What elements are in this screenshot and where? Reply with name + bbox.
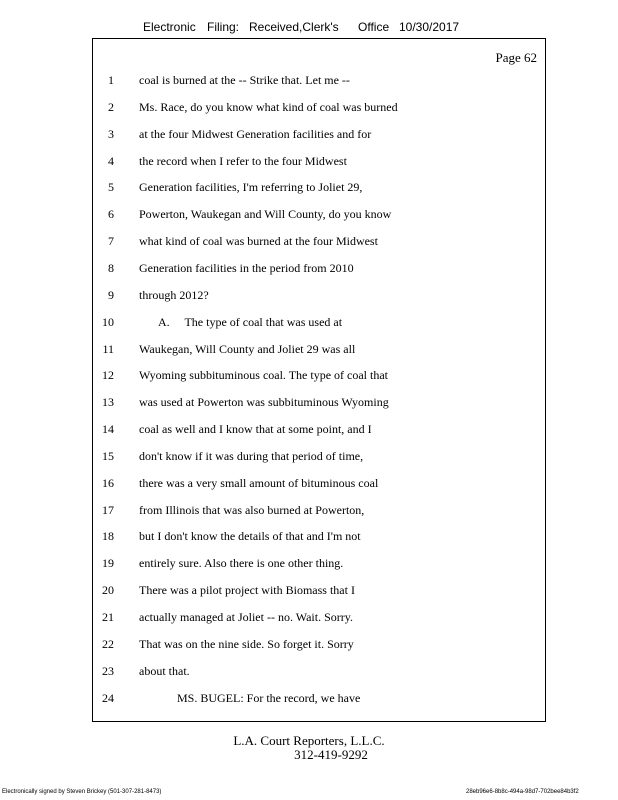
line-number: 15 bbox=[102, 448, 114, 463]
line-number: 11 bbox=[102, 341, 114, 356]
line-number: 24 bbox=[102, 690, 114, 705]
line-text: but I don't know the details of that and I'm not bbox=[139, 529, 361, 544]
line-number: 22 bbox=[102, 636, 114, 651]
line-number: 4 bbox=[108, 153, 114, 168]
line-number: 17 bbox=[102, 502, 114, 517]
line-text: there was a very small amount of bituminous coal bbox=[139, 475, 379, 490]
transcript-line bbox=[0, 261, 618, 279]
line-number: 3 bbox=[108, 126, 114, 141]
line-text: through 2012? bbox=[139, 287, 209, 302]
reporter-phone: 312-419-9292 bbox=[294, 747, 368, 762]
line-text: was used at Powerton was subbituminous Wyoming bbox=[139, 395, 389, 410]
line-text: entirely sure. Also there is one other thing. bbox=[139, 556, 344, 571]
line-number: 18 bbox=[102, 529, 114, 544]
court-reporter-footer bbox=[0, 734, 618, 762]
line-text: from Illinois that was also burned at Powerton, bbox=[139, 502, 365, 517]
filing-header bbox=[0, 20, 618, 36]
header-word-electronic: Electronic bbox=[143, 20, 196, 34]
transcript-line bbox=[0, 529, 618, 547]
page-number: Page 62 bbox=[495, 50, 537, 65]
transcript-line bbox=[0, 180, 618, 198]
line-number: 14 bbox=[102, 422, 114, 437]
header-word-received-clerks: Received,Clerk's bbox=[249, 20, 339, 34]
line-number: 20 bbox=[102, 583, 114, 598]
line-number: 2 bbox=[108, 99, 114, 114]
transcript-line bbox=[0, 422, 618, 440]
line-number: 8 bbox=[108, 260, 114, 275]
line-text: Ms. Race, do you know what kind of coal was burned bbox=[139, 99, 398, 114]
line-text: actually managed at Joliet -- no. Wait. Sorry. bbox=[139, 610, 353, 624]
line-text: about that. bbox=[139, 663, 190, 678]
transcript-line bbox=[0, 127, 618, 145]
transcript-line bbox=[0, 610, 618, 628]
transcript-line bbox=[0, 100, 618, 118]
line-number: 9 bbox=[108, 287, 114, 302]
line-number: 6 bbox=[108, 207, 114, 222]
header-date: 10/30/2017 bbox=[399, 20, 460, 34]
line-text: MS. BUGEL: For the record, we have bbox=[177, 690, 361, 705]
line-number: 23 bbox=[102, 663, 114, 678]
header-word-filing: Filing: bbox=[207, 20, 240, 34]
line-text: what kind of coal was burned at the four Midwest bbox=[139, 234, 378, 249]
signature-left: Electronically signed by Steven Brickey (501-307-281-8473) bbox=[2, 789, 162, 795]
line-text: Wyoming subbituminous coal. The type of coal that bbox=[139, 368, 389, 383]
line-text: A. The type of coal that was used at bbox=[158, 314, 343, 329]
transcript-line bbox=[0, 664, 618, 682]
line-number: 1 bbox=[108, 73, 114, 87]
transcript-line bbox=[0, 476, 618, 494]
line-text: Powerton, Waukegan and Will County, do you know bbox=[139, 207, 392, 222]
transcript-line bbox=[0, 342, 618, 360]
line-number: 5 bbox=[108, 180, 114, 195]
line-text: Generation facilities in the period from 2010 bbox=[139, 260, 354, 275]
transcript-line bbox=[0, 556, 618, 574]
transcript-line bbox=[0, 637, 618, 655]
transcript-line bbox=[0, 207, 618, 225]
line-text: coal is burned at the -- Strike that. Let me -- bbox=[139, 73, 350, 87]
line-text: There was a pilot project with Biomass that I bbox=[139, 583, 355, 598]
line-text: coal as well and I know that at some point, and I bbox=[139, 422, 372, 437]
signature-right: 28eb96e6-8b8c-494a-98d7-702bee84b3f2 bbox=[466, 789, 579, 795]
line-text: the record when I refer to the four Midwest bbox=[139, 153, 347, 168]
reporter-company: L.A. Court Reporters, L.L.C. bbox=[233, 733, 385, 748]
transcript-line bbox=[0, 73, 618, 91]
transcript-line bbox=[0, 691, 618, 709]
transcript-line bbox=[0, 583, 618, 601]
line-text: Generation facilities, I'm referring to Joliet 29, bbox=[139, 180, 363, 195]
line-text: at the four Midwest Generation facilities and for bbox=[139, 126, 372, 141]
line-text: don't know if it was during that period of time, bbox=[139, 448, 364, 463]
transcript-line bbox=[0, 154, 618, 172]
transcript-line bbox=[0, 315, 618, 333]
transcript-line bbox=[0, 288, 618, 306]
transcript-line bbox=[0, 234, 618, 252]
transcript-line bbox=[0, 368, 618, 386]
line-number: 13 bbox=[102, 395, 114, 410]
line-number: 21 bbox=[102, 610, 114, 624]
line-number: 19 bbox=[102, 556, 114, 571]
transcript-line bbox=[0, 503, 618, 521]
line-number: 10 bbox=[102, 314, 114, 329]
line-number: 16 bbox=[102, 475, 114, 490]
line-number: 7 bbox=[108, 234, 114, 249]
line-number: 12 bbox=[102, 368, 114, 383]
line-text: Waukegan, Will County and Joliet 29 was all bbox=[139, 341, 356, 356]
line-text: That was on the nine side. So forget it. Sorry bbox=[139, 636, 354, 651]
transcript-line bbox=[0, 395, 618, 413]
transcript-line bbox=[0, 449, 618, 467]
header-word-office: Office bbox=[358, 20, 390, 34]
